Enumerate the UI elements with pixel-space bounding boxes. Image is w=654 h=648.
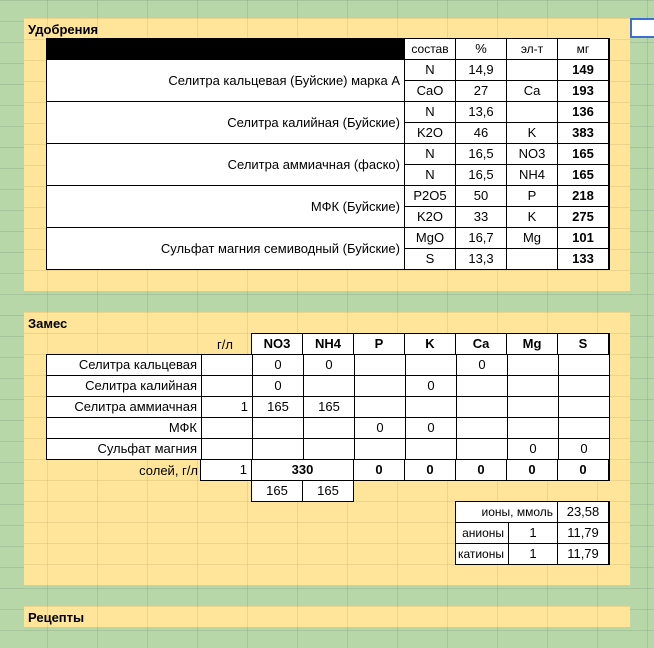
element-cell[interactable] [507,60,557,80]
mix-value-cell[interactable]: 0 [406,418,456,438]
mix-header-k: K [405,334,455,354]
fertilizer-row-3 [46,143,610,186]
nitrogen-split-cell: 165 [252,481,302,501]
mix-header-row [251,333,610,355]
element-cell[interactable] [507,102,557,122]
mix-value-cell[interactable] [355,376,405,396]
mix-value-cell[interactable] [508,355,558,375]
total-cell: 0 [405,460,455,480]
mix-total-row [200,459,610,481]
composition-cell[interactable]: P2O5 [405,186,455,206]
ions-grid [455,501,610,565]
mix-value-cell[interactable]: 0 [559,439,609,459]
mix-value-cell[interactable]: 0 [457,355,507,375]
element-cell[interactable]: K [507,123,557,143]
mix-row-name: Селитра кальцевая [47,355,201,375]
fertilizer-name[interactable]: Селитра кальцевая (Буйские) марка А [47,60,404,101]
mix-value-cell[interactable] [355,439,405,459]
mg-cell[interactable]: 165 [558,144,608,164]
composition-cell[interactable]: K2O [405,207,455,227]
total-cell: 0 [507,460,557,480]
element-cell[interactable]: NO3 [507,144,557,164]
ions-ratio-cell: 1 [509,544,557,564]
total-nitrogen: 330 [252,460,353,480]
mix-value-cell[interactable]: 0 [304,355,354,375]
mix-body [46,354,610,460]
mix-gl-input[interactable] [202,355,252,375]
selected-cell[interactable] [630,18,654,38]
percent-cell[interactable]: 27 [456,81,506,101]
mix-value-cell[interactable] [304,418,354,438]
fertilizer-row-5 [46,227,610,270]
mix-value-cell[interactable] [253,418,303,438]
percent-cell[interactable]: 46 [456,123,506,143]
cations-label: катионы [456,544,508,564]
element-cell[interactable] [507,249,557,269]
percent-cell[interactable]: 50 [456,186,506,206]
mix-value-cell[interactable]: 0 [253,376,303,396]
element-cell[interactable]: Mg [507,228,557,248]
percent-cell[interactable]: 16,5 [456,165,506,185]
fertilizer-name[interactable]: МФК (Буйские) [47,186,404,227]
mix-value-cell[interactable] [304,439,354,459]
mix-value-cell[interactable]: 0 [253,355,303,375]
mix-title: Замес [28,316,68,331]
corner-cell [47,39,404,59]
mg-cell[interactable]: 383 [558,123,608,143]
mix-value-cell[interactable] [406,397,456,417]
mix-header-s: S [558,334,608,354]
ions-value-cell: 11,79 [558,544,608,564]
header-percent: % [456,39,506,59]
composition-cell[interactable]: N [405,60,455,80]
mix-value-cell[interactable] [304,376,354,396]
total-label: солей, г/л [139,463,198,478]
mix-value-cell[interactable] [457,397,507,417]
mix-header-mg: Mg [507,334,557,354]
fertilizer-row-2 [46,101,610,144]
composition-cell[interactable]: K2O [405,123,455,143]
composition-cell[interactable]: N [405,165,455,185]
composition-cell[interactable]: MgO [405,228,455,248]
mix-value-cell[interactable]: 165 [304,397,354,417]
fertilizer-name[interactable]: Селитра калийная (Буйские) [47,102,404,143]
ions-ratio-cell: 1 [509,523,557,543]
mix-value-cell[interactable] [355,355,405,375]
element-cell[interactable]: P [507,186,557,206]
mix-value-cell[interactable] [508,376,558,396]
fertilizers-title: Удобрения [28,22,99,37]
mix-value-cell[interactable] [253,439,303,459]
mg-cell[interactable]: 165 [558,165,608,185]
mg-cell[interactable]: 193 [558,81,608,101]
mix-value-cell[interactable] [457,439,507,459]
mix-value-cell[interactable]: 165 [253,397,303,417]
header-composition: состав [405,39,455,59]
composition-cell[interactable]: N [405,144,455,164]
fertilizer-name[interactable]: Сульфат магния семиводный (Буйские) [47,228,404,269]
total-cell: 0 [558,460,608,480]
total-gl: 1 [201,460,251,480]
mix-header-nh4: NH4 [303,334,353,354]
mix-value-cell[interactable] [559,418,609,438]
mg-cell[interactable]: 149 [558,60,608,80]
gl-header: г/л [217,337,233,352]
mix-header-no3: NO3 [252,334,302,354]
mix-gl-input[interactable]: 1 [202,397,252,417]
mix-value-cell[interactable]: 0 [355,418,405,438]
composition-cell[interactable]: S [405,249,455,269]
header-element: эл-т [507,39,557,59]
mix-value-cell[interactable] [406,355,456,375]
element-cell[interactable]: K [507,207,557,227]
anions-label: анионы [456,523,508,543]
percent-cell[interactable]: 13,6 [456,102,506,122]
element-cell[interactable]: NH4 [507,165,557,185]
mix-row-name: Селитра калийная [47,376,201,396]
recipes-title: Рецепты [28,610,85,625]
mix-nitrogen-split [251,480,354,502]
ions-value-cell: 23,58 [558,502,608,522]
mix-value-cell[interactable] [559,376,609,396]
percent-cell[interactable]: 33 [456,207,506,227]
fertilizer-name[interactable]: Селитра аммиачная (фаско) [47,144,404,185]
header-mg: мг [558,39,608,59]
mix-value-cell[interactable]: 0 [508,439,558,459]
mix-value-cell[interactable] [355,397,405,417]
percent-cell[interactable]: 13,3 [456,249,506,269]
composition-cell[interactable]: CaO [405,81,455,101]
mix-header-p: P [354,334,404,354]
fertilizer-row-1 [46,59,610,102]
mix-value-cell[interactable] [457,418,507,438]
mg-cell[interactable]: 101 [558,228,608,248]
element-cell[interactable]: Ca [507,81,557,101]
mix-gl-input[interactable] [202,418,252,438]
mix-value-cell[interactable] [457,376,507,396]
mix-header-ca: Ca [456,334,506,354]
ions-value-cell: 11,79 [558,523,608,543]
mix-value-cell[interactable] [559,355,609,375]
mg-cell[interactable]: 133 [558,249,608,269]
mg-cell[interactable]: 218 [558,186,608,206]
mix-row-name: МФК [47,418,201,438]
ions-label: ионы, ммоль [456,502,557,522]
nitrogen-split-cell: 165 [303,481,353,501]
percent-cell[interactable]: 16,5 [456,144,506,164]
mix-row-name: Сульфат магния [47,439,201,459]
mix-value-cell[interactable] [559,397,609,417]
fertilizer-row-4 [46,185,610,228]
fertilizer-table [46,38,610,60]
mg-cell[interactable]: 275 [558,207,608,227]
mix-value-cell[interactable] [508,397,558,417]
mix-row-name: Селитра аммиачная [47,397,201,417]
mix-gl-input[interactable] [202,376,252,396]
mix-value-cell[interactable] [508,418,558,438]
percent-cell[interactable]: 14,9 [456,60,506,80]
mg-cell[interactable]: 136 [558,102,608,122]
mix-value-cell[interactable] [406,439,456,459]
percent-cell[interactable]: 16,7 [456,228,506,248]
mix-value-cell[interactable]: 0 [406,376,456,396]
total-cell: 0 [456,460,506,480]
total-cell: 0 [354,460,404,480]
recipes-section-band [24,606,630,627]
composition-cell[interactable]: N [405,102,455,122]
mix-gl-input[interactable] [202,439,252,459]
